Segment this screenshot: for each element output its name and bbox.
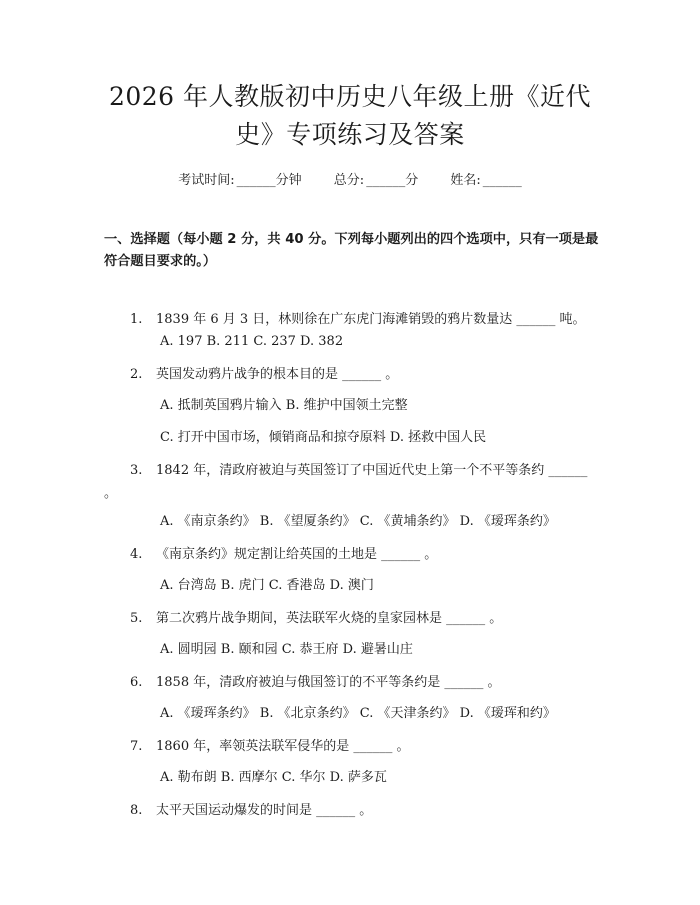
question-5-options: A. 圆明园 B. 颐和园 C. 恭王府 D. 避暑山庄 bbox=[160, 642, 413, 657]
question-text: 1858 年，清政府被迫与俄国签订的不平等条约是 ______ 。 bbox=[156, 675, 501, 690]
name-blank: ______ bbox=[482, 173, 522, 188]
exam-time bbox=[178, 173, 301, 188]
exam-score bbox=[334, 173, 418, 188]
question-text: 1842 年，清政府被迫与英国签订了中国近代史上第一个不平等条约 ______ 。 bbox=[104, 463, 588, 501]
question-number: 4. bbox=[130, 547, 143, 562]
question-5 bbox=[104, 607, 600, 630]
title-line-1: 2026 年人教版初中历史八年级上册《近代 bbox=[108, 82, 592, 111]
section-heading: 一、选择题（每小题 2 分，共 40 分。下列每小题列出的四个选项中，只有一项是最符合题目要求的。） bbox=[104, 232, 599, 269]
time-unit: 分钟 bbox=[275, 173, 302, 188]
document-title bbox=[60, 78, 640, 154]
question-number: 8. bbox=[130, 803, 143, 818]
question-text: 1860 年，率领英法联军侵华的是 ______ 。 bbox=[156, 739, 410, 754]
question-text: 1839 年 6 月 3 日，林则徐在广东虎门海滩销毁的鸦片数量达 ______ 吨。 bbox=[156, 312, 586, 327]
question-text: 英国发动鸦片战争的根本目的是 ______ 。 bbox=[156, 367, 399, 382]
question-4 bbox=[104, 543, 600, 566]
question-3-options: A. 《南京条约》 B. 《望厦条约》 C. 《黄埔条约》 D. 《瑷珲条约》 bbox=[160, 514, 556, 529]
time-label: 考试时间: bbox=[178, 173, 235, 188]
question-8 bbox=[104, 799, 600, 822]
question-2-options-2: C. 打开中国市场，倾销商品和掠夺原料 D. 拯救中国人民 bbox=[160, 430, 487, 445]
question-number: 3. bbox=[130, 463, 143, 478]
question-3 bbox=[104, 459, 600, 505]
question-2-options: A. 抵制英国鸦片输入 B. 维护中国领土完整 bbox=[160, 398, 408, 413]
question-2 bbox=[104, 363, 600, 386]
exam-meta bbox=[0, 169, 700, 188]
question-6 bbox=[104, 671, 600, 694]
question-number: 2. bbox=[130, 367, 143, 382]
name-label: 姓名: bbox=[450, 173, 481, 188]
question-text: 第二次鸦片战争期间，英法联军火烧的皇家园林是 ______ 。 bbox=[156, 611, 503, 626]
exam-name bbox=[450, 173, 521, 188]
question-number: 7. bbox=[130, 739, 143, 754]
title-line-2: 史》专项练习及答案 bbox=[235, 120, 465, 149]
time-blank: ______ bbox=[236, 173, 276, 188]
question-1-options: A. 197 B. 211 C. 237 D. 382 bbox=[160, 334, 344, 349]
question-7 bbox=[104, 735, 600, 758]
question-6-options: A. 《瑷珲条约》 B. 《北京条约》 C. 《天津条约》 D. 《瑷珲和约》 bbox=[160, 706, 556, 721]
score-unit: 分 bbox=[405, 173, 419, 188]
question-4-options: A. 台湾岛 B. 虎门 C. 香港岛 D. 澳门 bbox=[160, 578, 374, 593]
question-number: 1. bbox=[130, 312, 143, 327]
question-number: 5. bbox=[130, 611, 143, 626]
question-7-options: A. 勒布朗 B. 西摩尔 C. 华尔 D. 萨多瓦 bbox=[160, 770, 387, 785]
score-label: 总分: bbox=[333, 173, 365, 188]
question-1 bbox=[104, 308, 600, 331]
question-number: 6. bbox=[130, 675, 143, 690]
score-blank: ______ bbox=[366, 173, 406, 188]
question-text: 太平天国运动爆发的时间是 ______ 。 bbox=[156, 803, 373, 818]
question-text: 《南京条约》规定割让给英国的土地是 ______ 。 bbox=[156, 547, 438, 562]
